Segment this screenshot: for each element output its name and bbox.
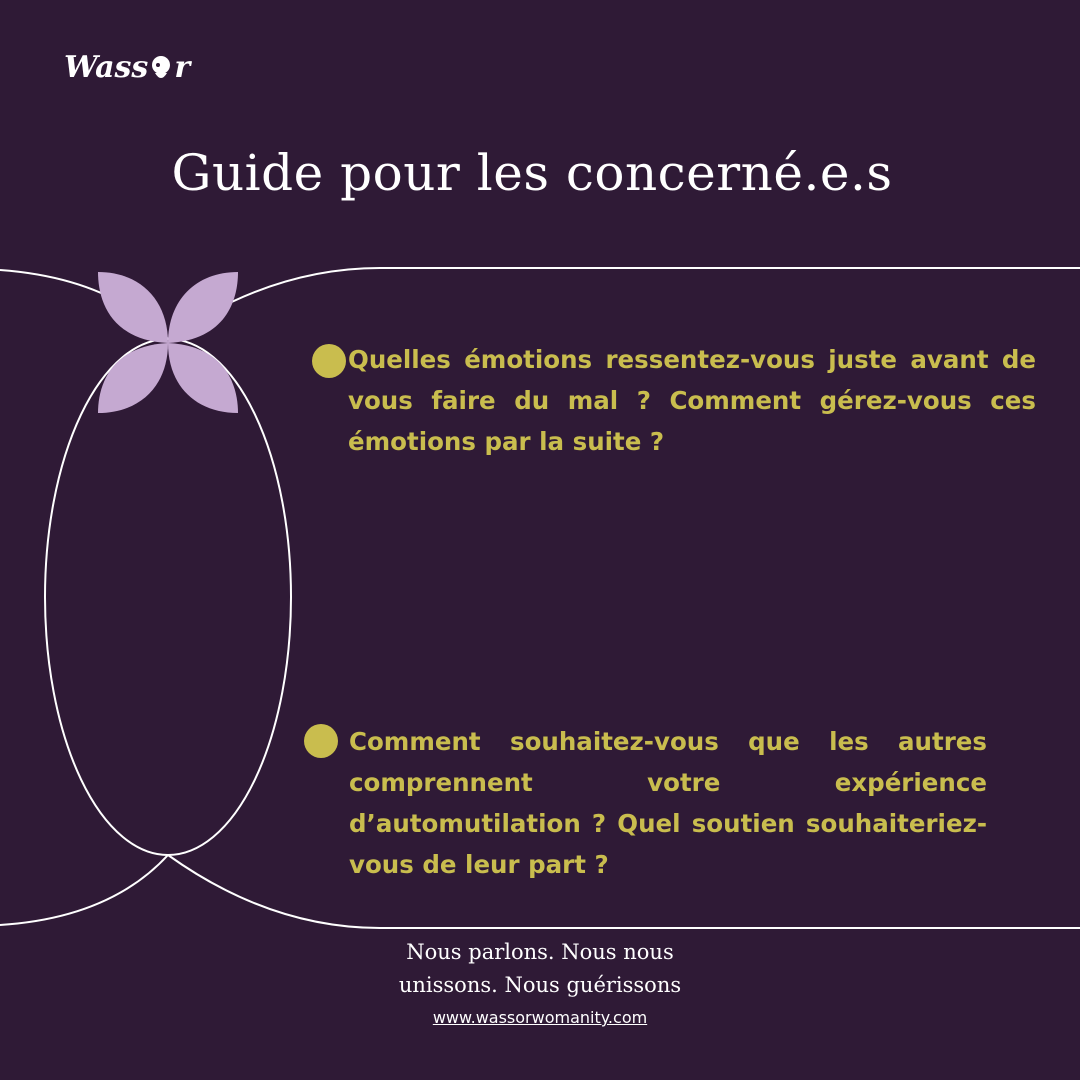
question-1: Quelles émotions ressentez-vous juste avant de vous faire du mal ? Comment gérez-vous ces émotions par la suite ? — [348, 345, 1036, 456]
bullet-icon — [312, 344, 346, 378]
website-link[interactable]: www.wassorwomanity.com — [432, 1008, 648, 1027]
oval-outline — [45, 339, 291, 855]
question-2: Comment souhaitez-vous que les autres comprennent votre expérience d’automutilation ? Quel soutien souhaiteriez-vous de leur part ? — [349, 727, 987, 879]
left-lower-arc — [0, 855, 168, 925]
page-title: Guide pour les concerné.e.s — [171, 143, 893, 202]
logo-text-start: Wass — [64, 50, 149, 85]
bullet-icon — [304, 724, 338, 758]
content-frame — [168, 268, 1080, 339]
woman-head-icon — [150, 55, 172, 81]
footer-tagline: Nous parlons. Nous nous unissons. Nous guérissons — [398, 940, 682, 997]
flower-icon — [98, 272, 238, 413]
logo-text-end: r — [174, 50, 191, 85]
brand-logo — [64, 50, 190, 85]
